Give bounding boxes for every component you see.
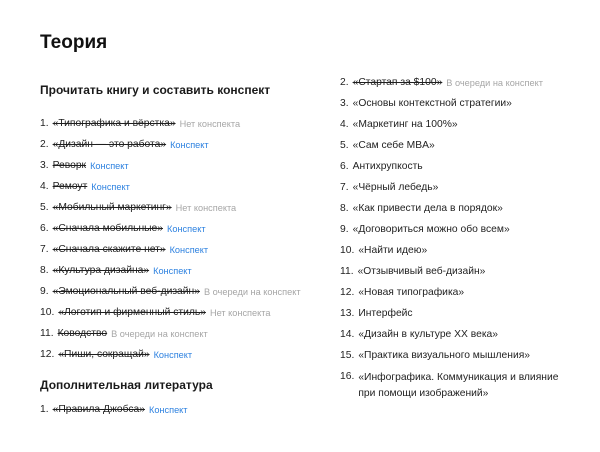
list-item (340, 97, 590, 118)
item-number: 12. (340, 287, 355, 298)
book-list-continued (340, 76, 590, 402)
list-item (340, 370, 590, 402)
list-item (340, 265, 590, 286)
item-number: 15. (340, 350, 355, 361)
section-heading-read: Прочитать книгу и составить конспект (40, 83, 271, 97)
list-item (40, 403, 330, 424)
list-item (340, 223, 590, 244)
summary-link[interactable]: Конспект (167, 224, 206, 234)
book-title: «Основы контекстной стратегии» (352, 98, 512, 109)
list-item (40, 306, 330, 327)
list-item (40, 264, 330, 285)
book-title: «Культура дизайна» (52, 265, 150, 276)
book-title: «Маркетинг на 100%» (352, 119, 458, 130)
item-number: 3. (40, 160, 49, 171)
item-number: 1. (40, 118, 49, 129)
item-number: 4. (340, 119, 349, 130)
book-title: «Мобильный маркетинг» (52, 202, 172, 213)
summary-link[interactable]: Конспект (153, 350, 193, 360)
book-title: «Пиши, сокращай» (58, 349, 150, 360)
book-title: «Найти идею» (358, 245, 428, 256)
list-item (40, 201, 330, 222)
book-title: «Сначала мобильные» (52, 223, 163, 234)
book-title: «Практика визуального мышления» (358, 350, 531, 361)
item-number: 1. (40, 404, 49, 415)
list-item (340, 244, 590, 265)
list-item (340, 118, 590, 139)
book-title: «Дизайн — это работа» (52, 139, 167, 150)
right-column (340, 76, 590, 402)
list-item (340, 202, 590, 223)
item-number: 13. (340, 308, 355, 319)
left-column (40, 82, 330, 424)
summary-link[interactable]: Конспект (91, 182, 130, 192)
status-label: Нет конспекта (179, 119, 241, 129)
item-number: 12. (40, 349, 55, 360)
item-number: 11. (40, 328, 54, 339)
list-item (340, 307, 590, 328)
book-title: «Дизайн в культуре XX века» (358, 329, 499, 340)
summary-link[interactable]: Конспект (153, 266, 192, 276)
list-item (40, 243, 330, 264)
list-item (340, 139, 590, 160)
book-title: Реворк (52, 160, 87, 171)
item-number: 16. (340, 371, 355, 382)
list-item (40, 117, 330, 138)
item-number: 10. (40, 307, 55, 318)
book-title: «Логотип и фирменный стиль» (58, 307, 206, 318)
book-title: «Как привести дела в порядок» (352, 203, 503, 214)
list-item (340, 328, 590, 349)
item-number: 8. (40, 265, 49, 276)
book-title: «Отзывчивый веб-дизайн» (357, 266, 486, 277)
item-number: 14. (340, 329, 355, 340)
list-item (40, 285, 330, 306)
list-item (340, 349, 590, 370)
list-item (340, 160, 590, 181)
list-item (40, 180, 330, 201)
list-item (340, 286, 590, 307)
list-item (340, 76, 590, 97)
book-title: «Сам себе MBA» (352, 140, 435, 151)
status-label: В очереди на конспект (446, 78, 543, 88)
summary-link[interactable]: Конспект (170, 140, 209, 150)
book-title: Антихрупкость (352, 161, 423, 172)
item-number: 7. (40, 244, 49, 255)
list-item (40, 138, 330, 159)
book-title: «Договориться можно обо всем» (352, 224, 510, 235)
book-list-extra (40, 403, 330, 424)
item-number: 9. (40, 286, 49, 297)
book-title: «Правила Джобса» (52, 404, 145, 415)
summary-link[interactable]: Конспект (90, 161, 129, 171)
book-title: «Эмоциональный веб-дизайн» (52, 286, 200, 297)
status-label: В очереди на конспект (203, 287, 301, 297)
section-heading-extra: Дополнительная литература (40, 378, 213, 392)
list-item (40, 159, 330, 180)
item-number: 11. (340, 266, 354, 277)
item-number: 7. (340, 182, 349, 193)
status-label: Нет конспекта (175, 203, 237, 213)
item-number: 2. (40, 139, 49, 150)
summary-link[interactable]: Конспект (148, 405, 188, 415)
item-number: 5. (40, 202, 49, 213)
book-title (358, 370, 572, 402)
book-title: Интерфейс (358, 308, 413, 319)
book-title: «Стартап за $100» (352, 77, 443, 88)
item-number: 9. (340, 224, 349, 235)
list-item (40, 327, 330, 348)
book-title: Ководство (57, 328, 108, 339)
list-item (40, 348, 330, 369)
book-title: «Чёрный лебедь» (352, 182, 439, 193)
book-title: «Типографика и вёрстка» (52, 118, 176, 129)
page-title: Теория (40, 32, 108, 53)
list-item (340, 181, 590, 202)
item-number: 3. (340, 98, 349, 109)
item-number: 8. (340, 203, 349, 214)
item-number: 2. (340, 77, 349, 88)
book-title: «Сначала скажите нет» (52, 244, 166, 255)
list-item (40, 222, 330, 243)
book-title: «Новая типографика» (358, 287, 465, 298)
book-title-line: при помощи изображений» (358, 388, 489, 399)
book-title: Ремоут (52, 181, 88, 192)
summary-link[interactable]: Конспект (169, 245, 209, 255)
item-number: 10. (340, 245, 355, 256)
item-number: 6. (340, 161, 349, 172)
status-label: Нет конспекта (209, 308, 271, 318)
item-number: 6. (40, 223, 49, 234)
book-title-line: «Инфографика. Коммуникация и влияние (358, 372, 559, 383)
item-number: 5. (340, 140, 349, 151)
status-label: В очереди на конспект (111, 329, 208, 339)
item-number: 4. (40, 181, 49, 192)
book-list-main (40, 117, 330, 369)
